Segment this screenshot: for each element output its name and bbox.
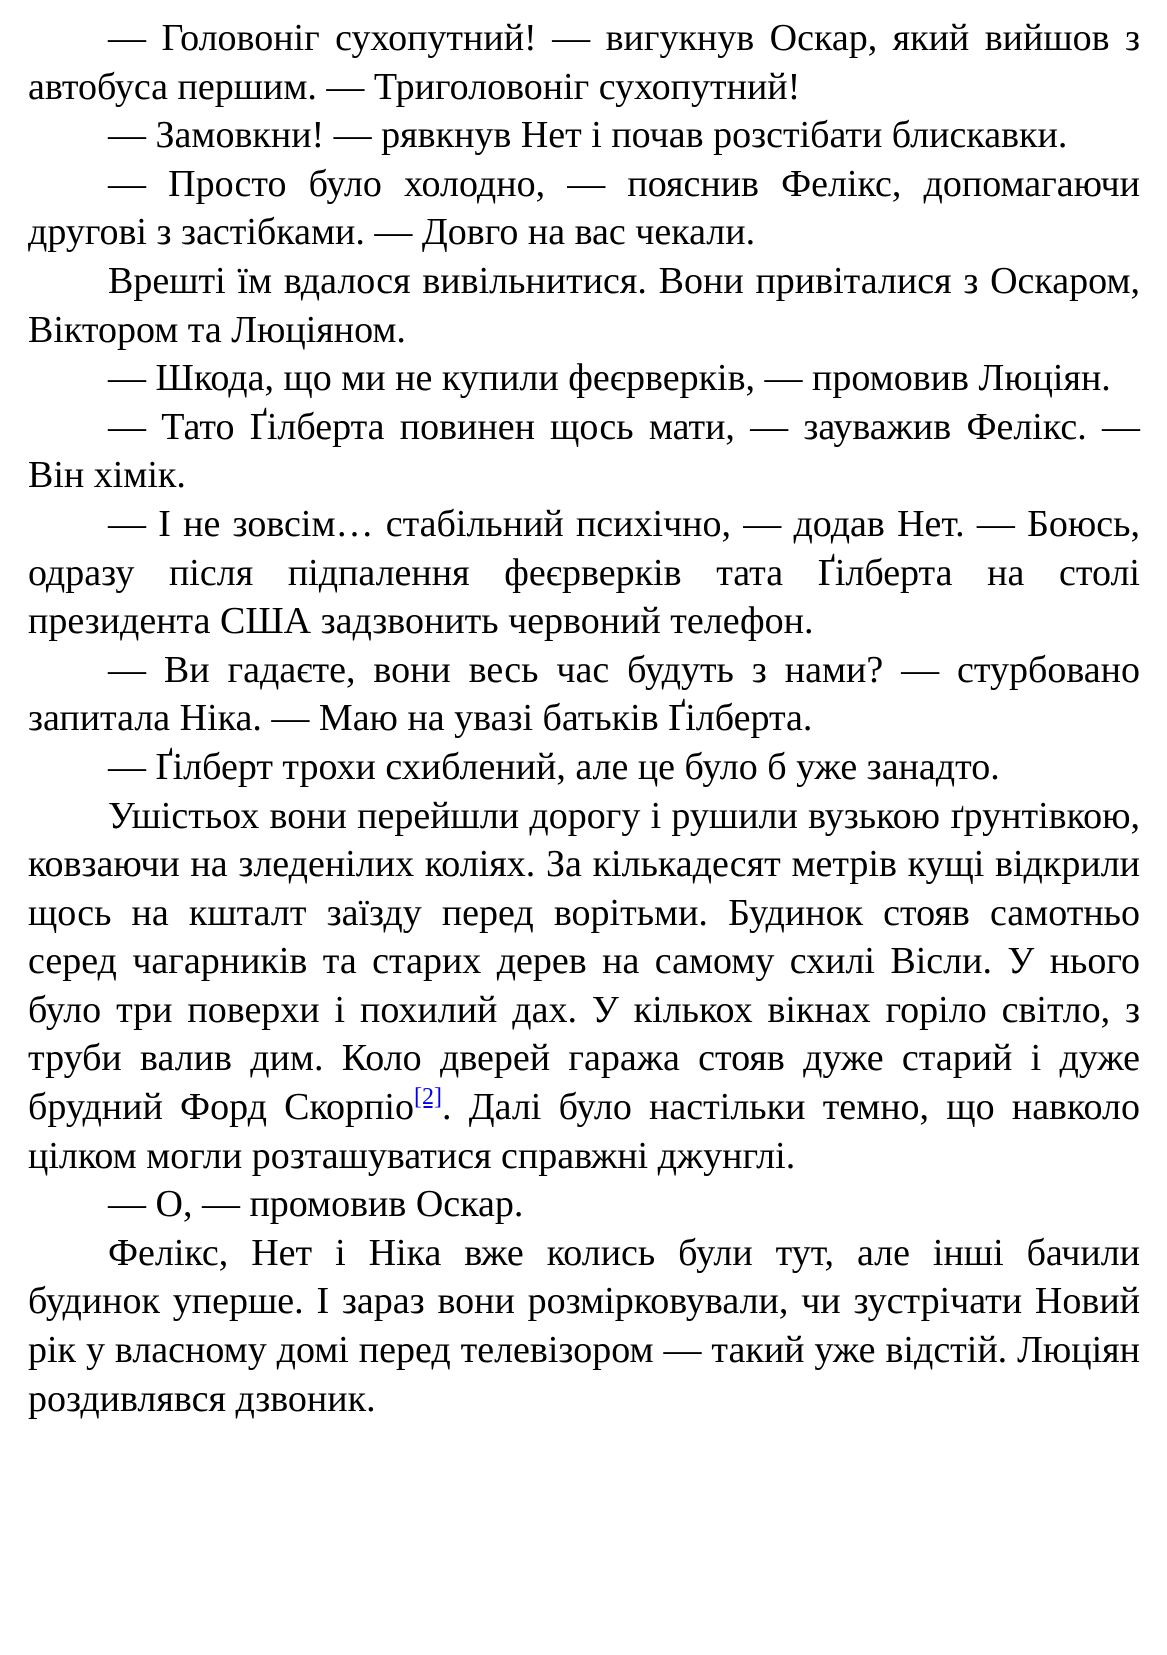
paragraph-text: Ушістьох вони перейшли дорогу і рушили вузькою ґрунтівкою, ковзаючи на зледенілих коліях. За кількадесят метрів кущі відкрили щось на кшталт заїзду перед ворітьми. Будинок стояв самотньо серед чагарників та старих дерев на самому схилі Вісли. У нього було три поверхи і похилий дах. У кількох вікнах горіло світло, з труби валив дим. Коло дверей гаража стояв дуже старий і дуже брудний Форд Скорпіо: [28, 794, 1140, 1129]
paragraph: — Тато Ґілберта повинен щось мати, — зауважив Фелікс. — Він хімік.: [28, 405, 1140, 497]
paragraph: Фелікс, Нет і Ніка вже колись були тут, але інші бачили будинок уперше. І зараз вони розмірковували, чи зустрічати Новий рік у власному домі перед телевізором — такий уже відстій. Люціян роздивлявся дзвоник.: [28, 1231, 1140, 1420]
paragraph: — І не зовсім… стабільний психічно, — додав Нет. — Боюсь, одразу після підпалення феєрверків тата Ґілберта на столі президента США задзвонить червоний телефон.: [28, 502, 1140, 643]
paragraph: — Замовкни! — рявкнув Нет і почав розстібати блискавки.: [108, 114, 1068, 157]
paragraph: — Ви гадаєте, вони весь час будуть з нами? — стурбовано запитала Ніка. — Маю на увазі батьків Ґілберта.: [28, 648, 1140, 740]
paragraph: Врешті їм вдалося вивільнитися. Вони привіталися з Оскаром, Віктором та Люціяном.: [28, 259, 1140, 351]
paragraph: — Просто було холодно, — пояснив Фелікс, допомагаючи другові з застібками. — Довго на вас чекали.: [28, 162, 1140, 254]
paragraph-with-footnote: [28, 792, 1140, 1181]
paragraph: — Ґілберт трохи схиблений, але це було б уже занадто.: [108, 745, 1000, 788]
paragraph: — О, — промовив Оскар.: [108, 1183, 524, 1226]
paragraph: — Шкода, що ми не купили феєрверків, — промовив Люціян.: [108, 357, 1111, 400]
paragraph-text: . Далі було настільки темно, що навколо цілком могли розташуватися справжні джунглі.: [28, 1086, 1140, 1177]
paragraph: — Головоніг сухопутний! — вигукнув Оскар, який вийшов з автобуса першим. — Триголовоніг сухопутний!: [28, 17, 1140, 108]
document-page: [28, 14, 1140, 1423]
footnote-link[interactable]: [2]: [413, 1084, 442, 1111]
